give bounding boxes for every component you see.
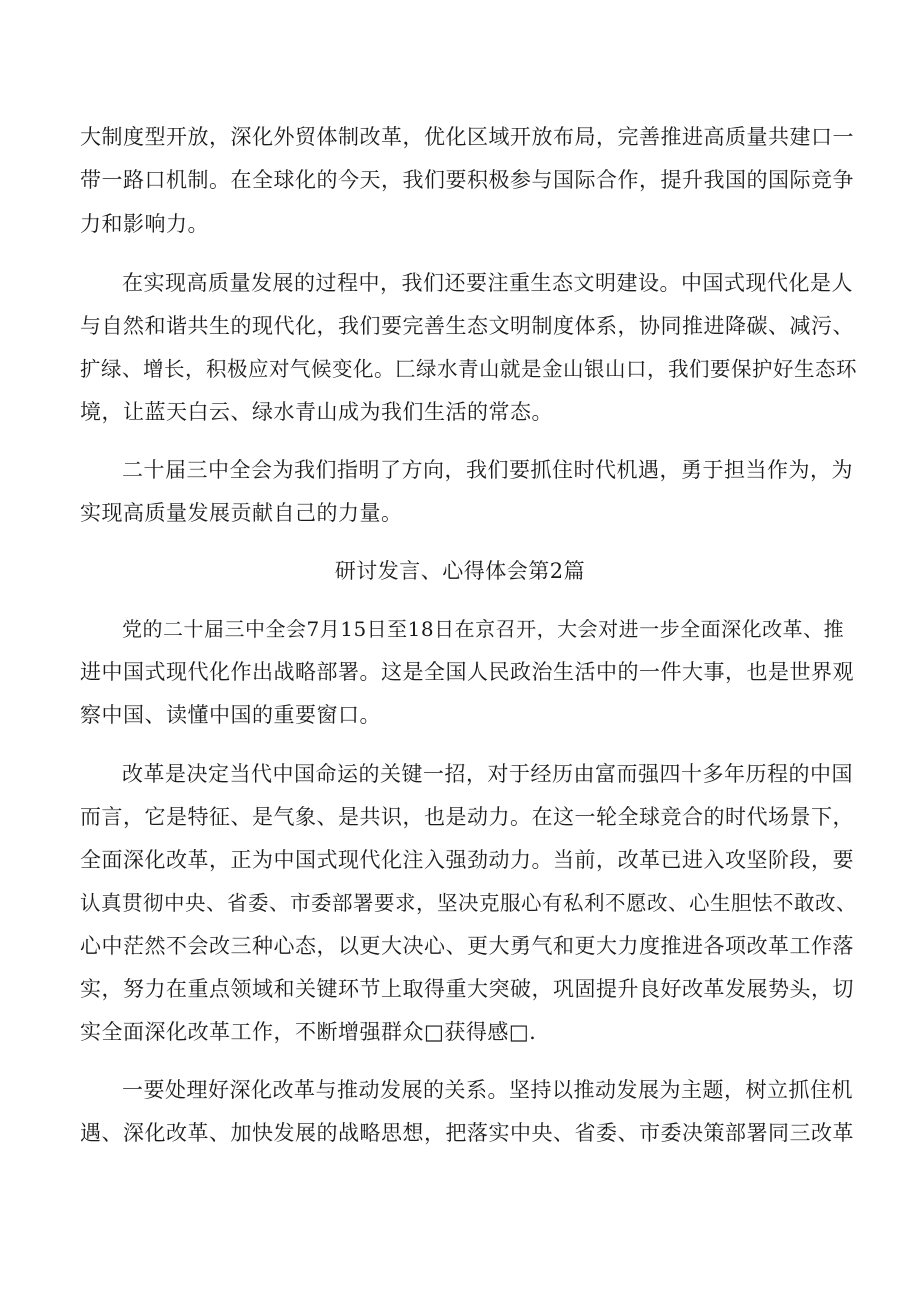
paragraph-1-line-1: 大制度型开放，深化外贸体制改革，优化区域开放布局，完善推进高质量共建口一 <box>80 125 854 149</box>
paragraph-5-line-4: 认真贯彻中央、省委、市委部署要求，坚决克服心有私利不愿改、心生胆怯不敢改、 <box>80 891 857 915</box>
paragraph-2-line-3: 扩绿、增长，积极应对气候变化。匚绿水青山就是金山银山口，我们要保护好生态环 <box>80 357 857 381</box>
paragraph-2-line-4: 境，让蓝天白云、绿水青山成为我们生活的常态。 <box>80 400 553 424</box>
paragraph-5-line-5: 心中茫然不会改三种心态，以更大决心、更大勇气和更大力度推进各项改革工作落 <box>80 934 854 958</box>
paragraph-6-line-1: 一要处理好深化改革与推动发展的关系。坚持以推动发展为主题，树立抓住机 <box>122 1078 853 1102</box>
paragraph-5-line-3: 全面深化改革，正为中国式现代化注入强劲动力。当前，改革已进入攻坚阶段，要 <box>80 848 854 872</box>
paragraph-2-line-2: 与自然和谐共生的现代化，我们要完善生态文明制度体系，协同推进降碳、减污、 <box>80 314 854 338</box>
paragraph-5-line-6: 实，努力在重点领域和关键环节上取得重大突破，巩固提升良好改革发展势头，切 <box>80 977 854 1001</box>
paragraph-5-line-7: 实全面深化改革工作，不断增强群众□获得感□. <box>80 1020 537 1044</box>
paragraph-3-line-1: 二十届三中全会为我们指明了方向，我们要抓住时代机遇，勇于担当作为，为 <box>122 458 853 482</box>
paragraph-5-line-1: 改革是决定当代中国命运的关键一招，对于经历由富而强四十多年历程的中国 <box>122 762 853 786</box>
paragraph-3-line-2: 实现高质量发展贡献自己的力量。 <box>80 501 403 525</box>
paragraph-4-line-3: 察中国、读懂中国的重要窗口。 <box>80 703 381 727</box>
paragraph-6-line-2: 遇、深化改革、加快发展的战略思想，把落实中央、省委、市委决策部署同三改革 <box>80 1121 854 1145</box>
paragraph-1-line-3: 力和影响力。 <box>80 212 209 236</box>
paragraph-1-line-2: 带一路口机制。在全球化的今天，我们要积极参与国际合作，提升我国的国际竞争 <box>80 168 854 192</box>
paragraph-5-line-2: 而言，它是特征、是气象、是共识，也是动力。在这一轮全球竞合的时代场景下， <box>80 805 854 829</box>
paragraph-4-line-1: 党的二十届三中全会7月15日至18日在京召开，大会对进一步全面深化改革、推 <box>122 617 845 641</box>
section-heading: 研讨发言、心得体会第2篇 <box>334 559 586 583</box>
paragraph-4-line-2: 进中国式现代化作出战略部署。这是全国人民政治生活中的一件大事，也是世界观 <box>80 660 854 684</box>
paragraph-2-line-1: 在实现高质量发展的过程中，我们还要注重生态文明建设。中国式现代化是人 <box>122 271 853 295</box>
